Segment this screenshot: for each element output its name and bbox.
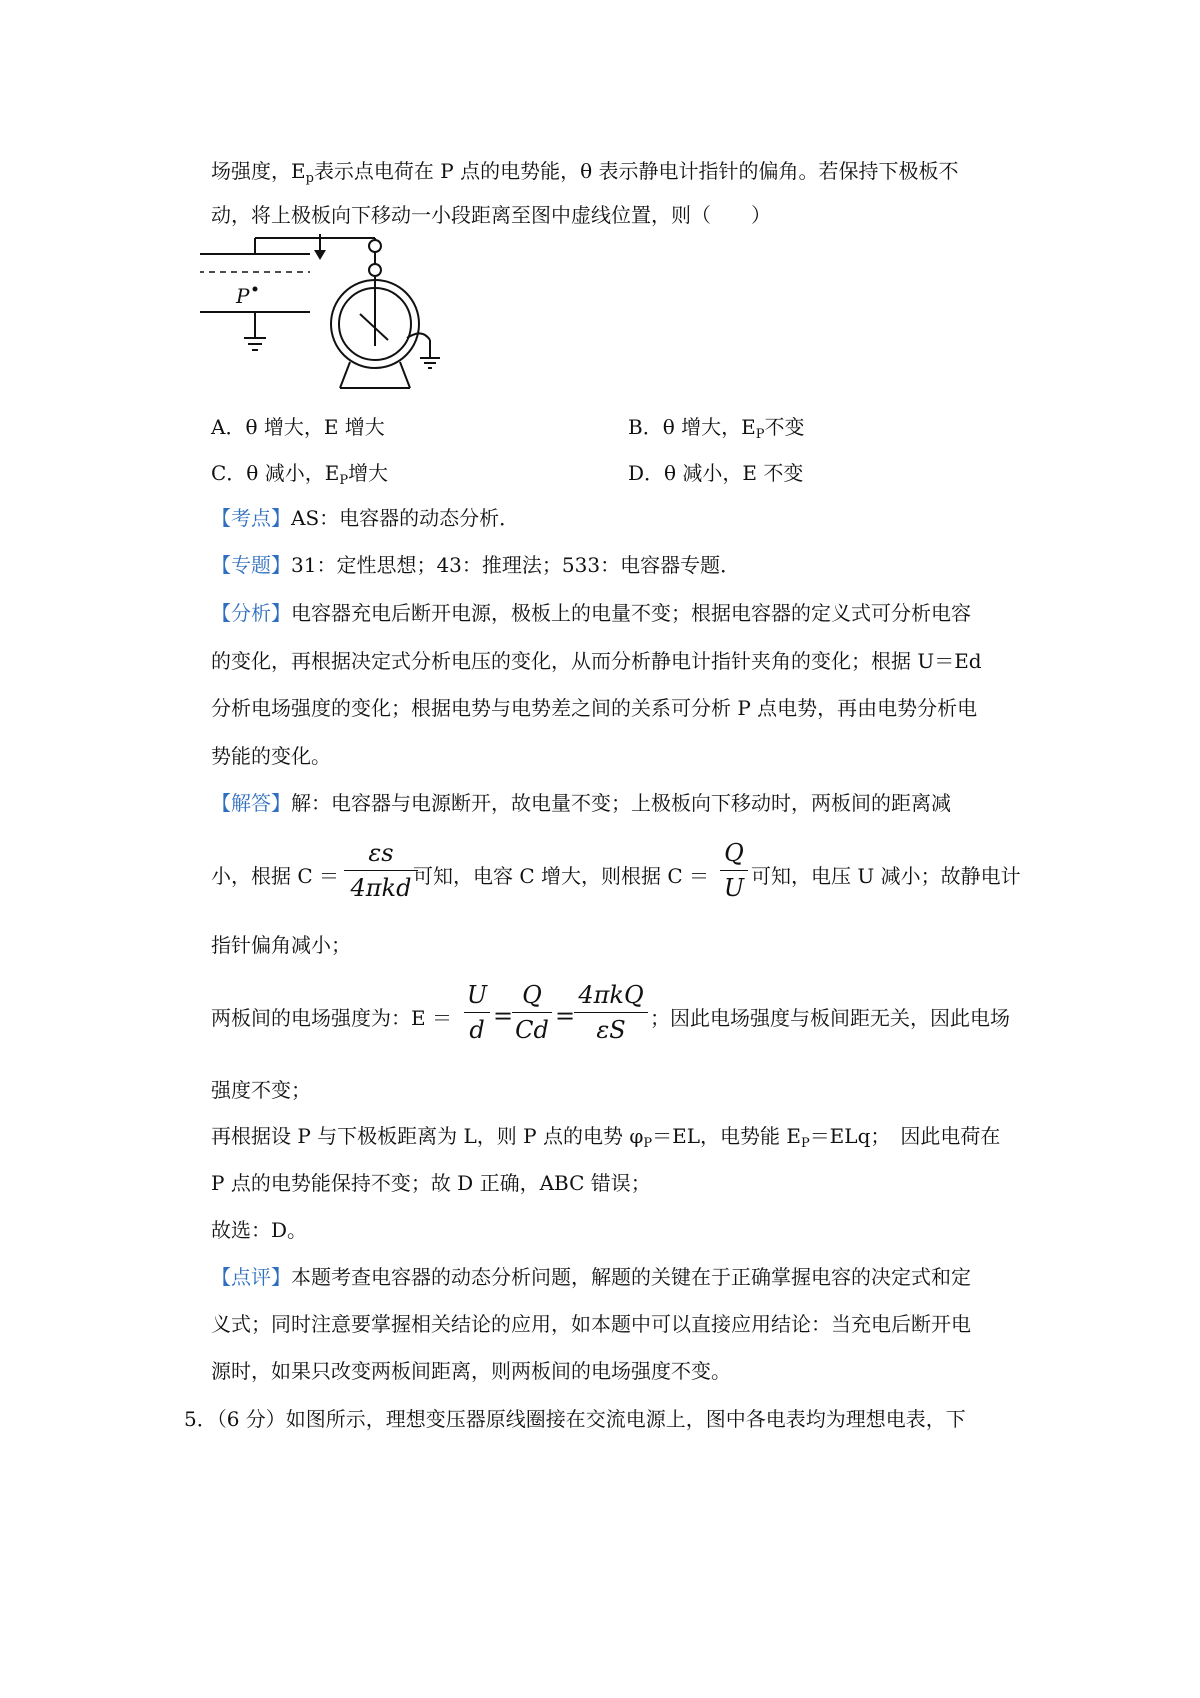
equals-sign-2: = [555,1002,576,1030]
zhuanti-tag: 【专题】 [211,553,291,577]
fenxi-line-2: 的变化，再根据决定式分析电压的变化，从而分析静电计指针夹角的变化；根据 U＝Ed [211,649,982,673]
capacitor-electrometer-figure [200,228,490,400]
jieda-line-7: P 点的电势能保持不变；故 D 正确，ABC 错误； [211,1171,651,1195]
fenxi-line-1: 【分析】电容器充电后断开电源，极板上的电量不变；根据电容器的定义式可分析电容 [211,601,971,625]
fenxi-line-3: 分析电场强度的变化；根据电势与电势差之间的关系可分析 P 点电势，再由电势分析电 [211,696,978,720]
equals-sign-1: = [493,1002,514,1030]
jieda-line-2a: 小，根据 C ＝ [211,864,340,888]
jieda-line-1: 【解答】解：电容器与电源断开，故电量不变；上极板向下移动时，两板间的距离减 [211,791,951,815]
point-p-dot [253,287,258,292]
intro-line-2: 动，将上极板向下移动一小段距离至图中虚线位置，则（ ） [211,203,771,227]
fraction-4pikq-over-es: 4πkQ εS [574,980,648,1045]
fraction-u-over-d: U d [464,980,490,1045]
fraction-q-over-cd: Q Cd [512,980,552,1045]
intro-line-1: 场强度，$E_p$表示点电荷在 P 点的电势能，θ 表示静电计指针的偏角。若保持下极板不 [211,159,959,186]
jieda-line-4a: 两板间的电场强度为：E ＝ [211,1006,452,1030]
zhuanti-line: 【专题】31：定性思想；43：推理法；533：电容器专题． [211,553,741,577]
dianping-line-1: 【点评】本题考查电容器的动态分析问题，解题的关键在于正确掌握电容的决定式和定 [211,1265,971,1289]
option-a: A．θ 增大，E 增大 [211,415,385,439]
jieda-line-3: 指针偏角减小； [211,933,351,957]
jieda-line-2b: 可知，电容 C 增大，则根据 C ＝ [413,864,710,888]
dianping-line-2: 义式；同时注意要掌握相关结论的应用，如本题中可以直接应用结论：当充电后断开电 [211,1312,971,1336]
jieda-line-6: 再根据设 P 与下极板距离为 L，则 P 点的电势 $\varphi_P=EL$，电势能 $E_P=ELq$； 因此电荷在 [211,1124,1001,1151]
kaodian-tag: 【考点】 [211,506,291,530]
dianping-line-3: 源时，如果只改变两板间距离，则两板间的电场强度不变。 [211,1359,731,1383]
option-c: C．θ 减小，$E_P$增大 [211,461,389,488]
jieda-line-2c: 可知，电压 U 减小；故静电计 [751,864,1021,888]
next-question-line: 5．（6 分）如图所示，理想变压器原线圈接在交流电源上，图中各电表均为理想电表，下 [184,1407,966,1431]
kaodian-line: 【考点】AS：电容器的动态分析． [211,506,520,530]
fraction-capacitance-decision: εs 4πkd [344,838,418,903]
jieda-line-8: 故选：D。 [211,1218,308,1242]
dianping-tag: 【点评】 [211,1265,291,1289]
point-p-label: P [236,284,250,308]
jieda-line-5: 强度不变； [211,1078,311,1102]
fraction-capacitance-definition: Q U [720,838,748,903]
jieda-line-4b: ；因此电场强度与板间距无关，因此电场 [650,1006,1010,1030]
fenxi-line-4: 势能的变化。 [211,744,331,768]
jieda-tag: 【解答】 [211,791,291,815]
option-d: D．θ 减小，E 不变 [628,461,804,485]
fenxi-tag: 【分析】 [211,601,291,625]
option-b: B．θ 增大，$E_P$不变 [628,415,805,442]
